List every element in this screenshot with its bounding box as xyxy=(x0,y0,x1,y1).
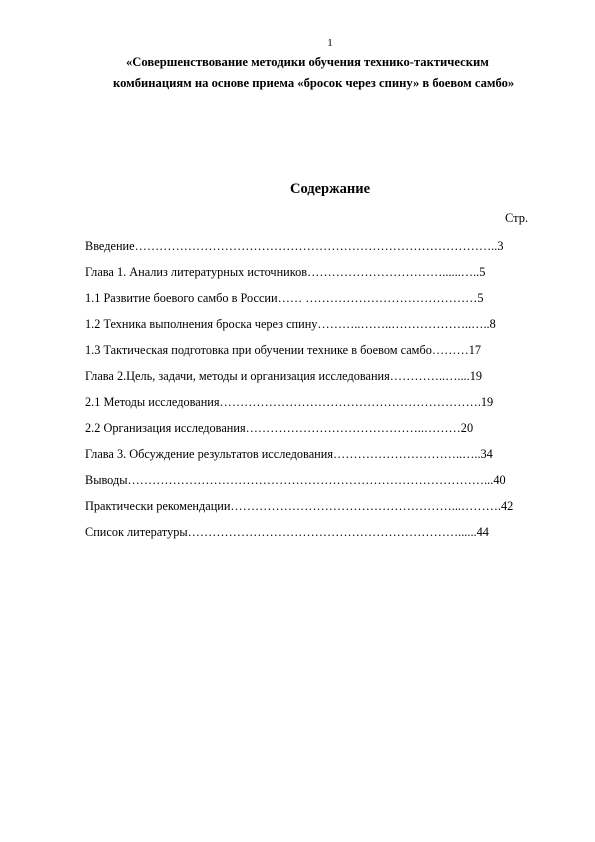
document-title-line-1: «Совершенствование методики обучения технико-тактическим xyxy=(126,55,489,69)
toc-entry-chapter-3: Глава 3. Обсуждение результатов исследования…………………………..…..34 xyxy=(85,447,493,461)
toc-entry-references: Список литературы…………………………………………………………......44 xyxy=(85,525,489,539)
toc-entry-recommendations: Практически рекомендации………………………………………………...……….42 xyxy=(85,499,514,513)
toc-entry-chapter-1: Глава 1. Анализ литературных источников……………………………......…..5 xyxy=(85,265,486,279)
page-number: 1 xyxy=(327,37,333,49)
toc-entry-chapter-2: Глава 2.Цель, задачи, методы и организация исследования…………..…....19 xyxy=(85,369,483,383)
toc-entry-section-1-1: 1.1 Развитие боевого самбо в России…… ……………………………………5 xyxy=(85,291,484,305)
page-column-label: Стр. xyxy=(505,211,529,225)
toc-entry-conclusions: Выводы……………………………………………………………………………...40 xyxy=(85,473,506,487)
toc-entry-section-2-1: 2.1 Методы исследования……………………………………………………….19 xyxy=(85,395,494,409)
toc-entry-section-2-2: 2.2 Организация исследования……………………………………..………20 xyxy=(85,421,474,435)
document-title-line-2: комбинациям на основе приема «бросок через спину» в боевом самбо» xyxy=(113,76,515,90)
toc-heading: Содержание xyxy=(289,181,371,197)
toc-entry-introduction: Введение……………………………………………………………………………..3 xyxy=(85,239,504,253)
toc-entry-section-1-2: 1.2 Техника выполнения броска через спину………..……..………………..…..8 xyxy=(85,317,496,331)
toc-entry-section-1-3: 1.3 Тактическая подготовка при обучении технике в боевом самбо………17 xyxy=(85,343,482,357)
table-of-contents xyxy=(85,233,545,545)
